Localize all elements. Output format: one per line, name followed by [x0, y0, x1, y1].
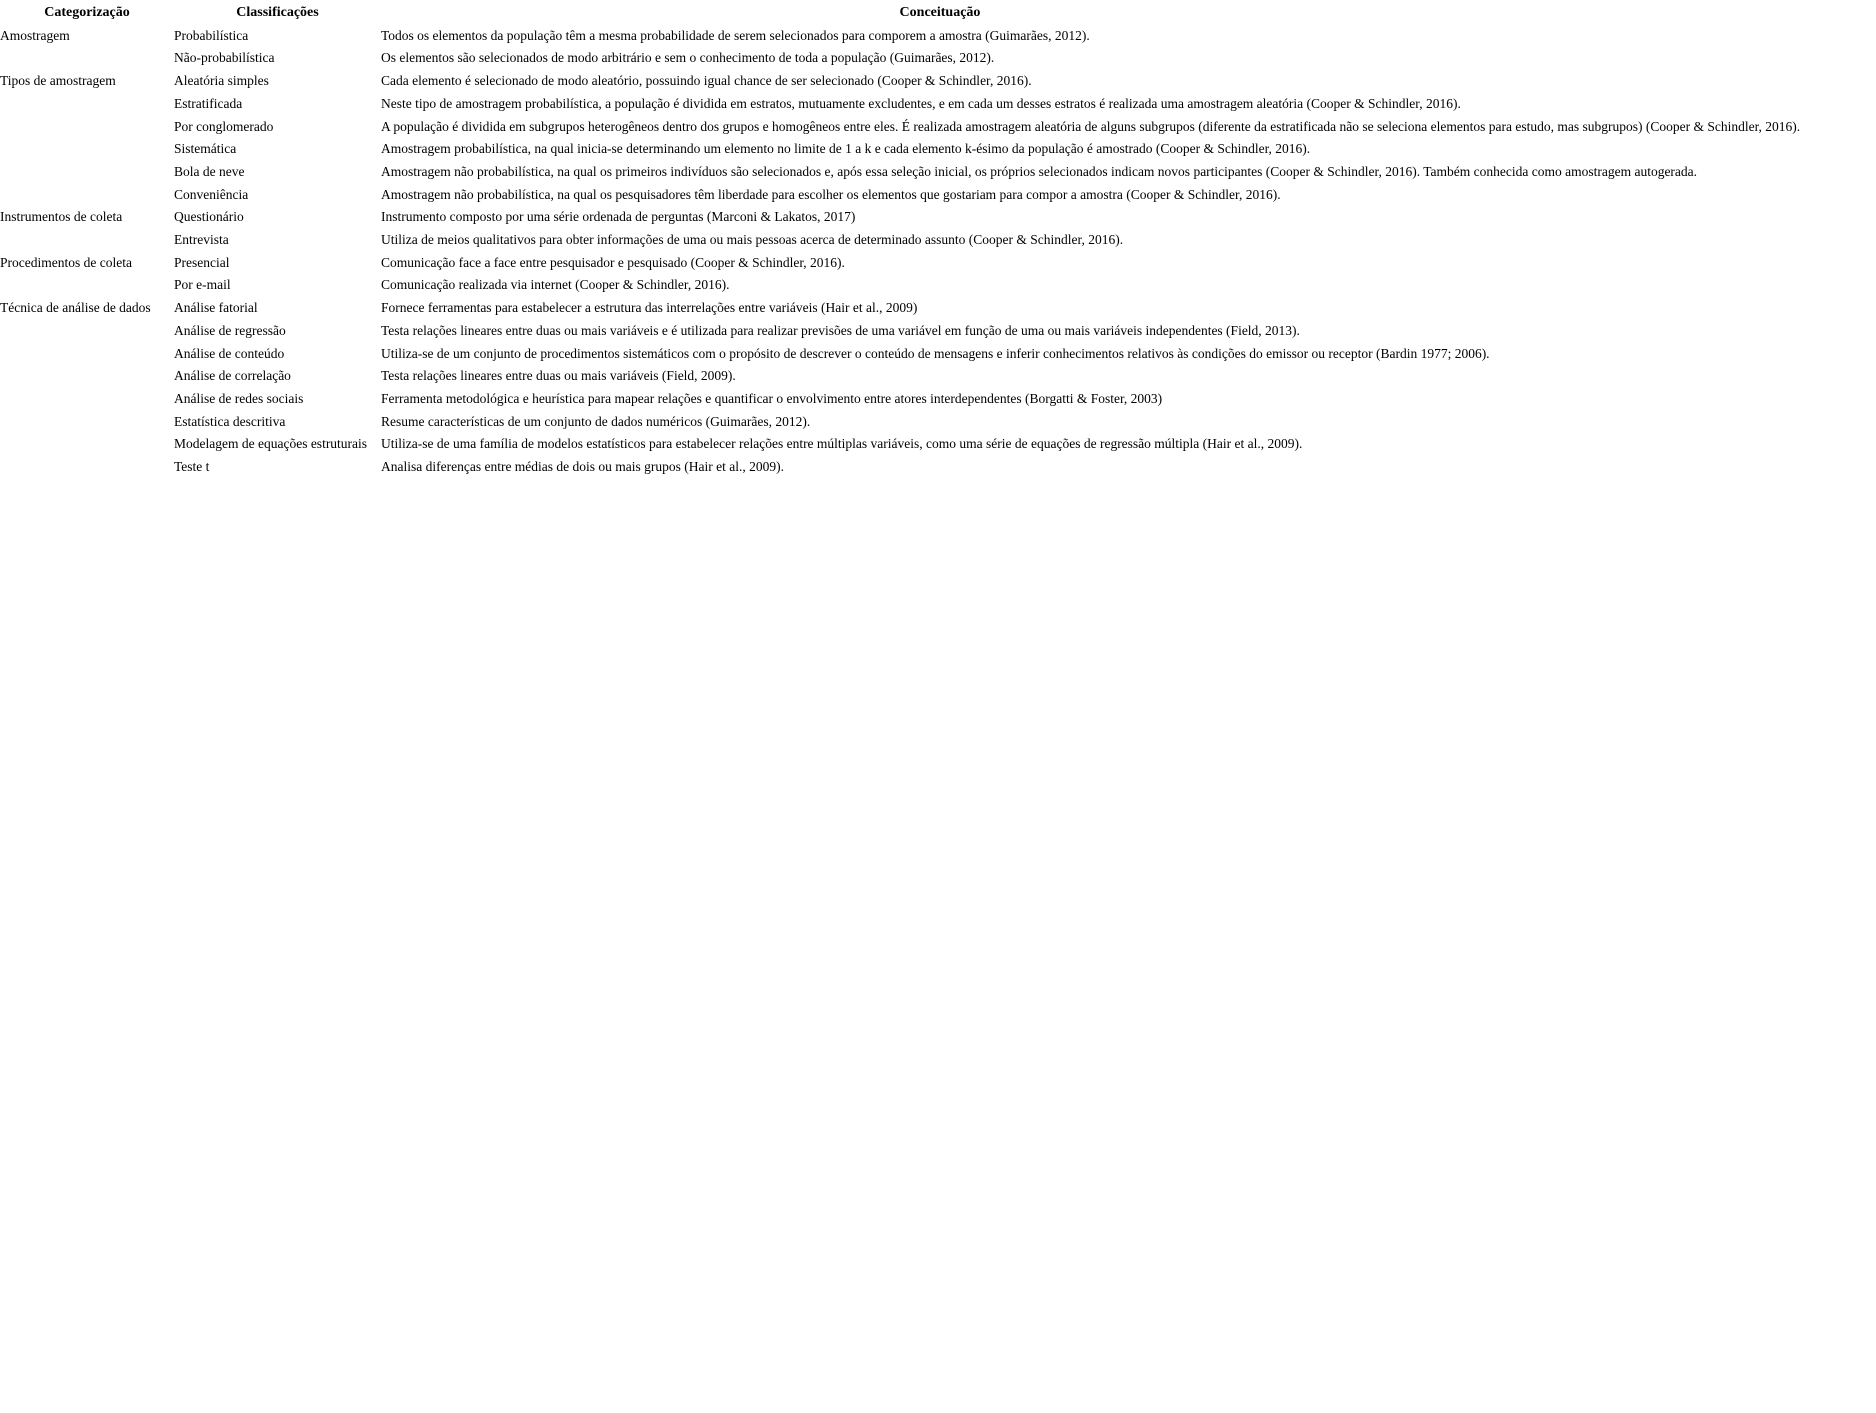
- table-row: [0, 252, 1499, 275]
- cell-classificacao: Análise de conteúdo: [174, 345, 285, 361]
- cell-categorizacao: Técnica de análise de dados: [0, 300, 151, 316]
- cell-conceituacao: Utiliza de meios qualitativos para obter informações de uma ou mais pessoas acerca de determinado assunto (Cooper & Schindler, 2016).: [381, 232, 1124, 248]
- table-row: [0, 320, 1499, 343]
- cell-classificacao: Por conglomerado: [174, 118, 274, 134]
- cell-conceituacao: Todos os elementos da população têm a mesma probabilidade de serem selecionados para comporem a amostra (Guimarães, 2012).: [381, 27, 1090, 43]
- cell-conceituacao: Ferramenta metodológica e heurística para mapear relações e quantificar o envolvimento entre atores interdependentes (Borgatti & Foster, 2003): [381, 390, 1163, 406]
- cell-conceituacao: Resume características de um conjunto de dados numéricos (Guimarães, 2012).: [381, 413, 811, 429]
- cell-categorizacao: [0, 433, 174, 456]
- cell-classificacao: Análise de redes sociais: [174, 390, 304, 406]
- cell-classificacao: Questionário: [174, 209, 244, 225]
- cell-conceituacao: Instrumento composto por uma série ordenada de perguntas (Marconi & Lakatos, 2017): [381, 209, 856, 225]
- cell-conceituacao: Utiliza-se de um conjunto de procedimentos sistemáticos com o propósito de descrever o conteúdo de mensagens e inferir conhecimentos relativos às condições do emissor ou receptor (Bardin 1977; 2006).: [381, 345, 1490, 361]
- cell-classificacao: Entrevista: [174, 232, 229, 248]
- cell-classificacao: Não-probabilística: [174, 50, 275, 66]
- table-row: [0, 297, 1499, 320]
- cell-categorizacao: [0, 184, 174, 207]
- cell-classificacao: Análise fatorial: [174, 300, 258, 316]
- table-row: [0, 47, 1499, 70]
- table-row: [0, 206, 1499, 229]
- cell-conceituacao: Amostragem não probabilística, na qual os primeiros indivíduos são selecionados e, após essa seleção inicial, os próprios selecionados indicam novos participantes (Cooper & Schindler, 2016). Também conhecida como amostragem autogerada.: [381, 163, 1698, 179]
- cell-classificacao: Modelagem de equações estruturais: [174, 436, 368, 452]
- col-header-categorizacao: Categorização: [44, 5, 130, 20]
- cell-categorizacao: [0, 365, 174, 388]
- methodology-table: [0, 2, 1801, 479]
- cell-classificacao: Conveniência: [174, 186, 249, 202]
- page: [0, 2, 1876, 1413]
- table-row: [0, 70, 1499, 93]
- cell-categorizacao: [0, 274, 174, 297]
- table-row: [0, 411, 1499, 434]
- table-row: [0, 25, 1499, 48]
- cell-categorizacao: [0, 138, 174, 161]
- cell-conceituacao: Comunicação face a face entre pesquisador e pesquisado (Cooper & Schindler, 2016).: [381, 254, 845, 270]
- cell-categorizacao: [0, 343, 174, 366]
- cell-conceituacao: Analisa diferenças entre médias de dois ou mais grupos (Hair et al., 2009).: [381, 459, 785, 475]
- cell-conceituacao: Utiliza-se de uma família de modelos estatísticos para estabelecer relações entre múltiplas variáveis, como uma série de equações de regressão múltipla (Hair et al., 2009).: [381, 436, 1303, 452]
- cell-categorizacao: Tipos de amostragem: [0, 73, 116, 89]
- cell-categorizacao: [0, 161, 174, 184]
- cell-categorizacao: Amostragem: [0, 27, 70, 43]
- table-row: [0, 161, 1499, 184]
- cell-classificacao: Análise de correlação: [174, 368, 291, 384]
- table-row: [0, 229, 1499, 252]
- cell-classificacao: Teste t: [174, 459, 210, 475]
- cell-categorizacao: [0, 456, 174, 479]
- cell-conceituacao: Amostragem não probabilística, na qual os pesquisadores têm liberdade para escolher os elementos que gostariam para compor a amostra (Cooper & Schindler, 2016).: [381, 186, 1281, 202]
- cell-classificacao: Estatística descritiva: [174, 413, 286, 429]
- cell-conceituacao: Cada elemento é selecionado de modo aleatório, possuindo igual chance de ser selecionado (Cooper & Schindler, 2016).: [381, 73, 1032, 89]
- cell-categorizacao: [0, 411, 174, 434]
- cell-classificacao: Sistemática: [174, 141, 237, 157]
- cell-conceituacao: Testa relações lineares entre duas ou mais variáveis e é utilizada para realizar previsões de uma variável em função de uma ou mais variáveis independentes (Field, 2013).: [381, 322, 1300, 338]
- cell-categorizacao: Procedimentos de coleta: [0, 254, 132, 270]
- table-row: [0, 184, 1499, 207]
- cell-conceituacao: Comunicação realizada via internet (Cooper & Schindler, 2016).: [381, 277, 730, 293]
- cell-categorizacao: [0, 229, 174, 252]
- cell-classificacao: Presencial: [174, 254, 230, 270]
- table-header-row: [0, 2, 1499, 25]
- table-row: [0, 433, 1499, 456]
- cell-categorizacao: [0, 388, 174, 411]
- cell-classificacao: Bola de neve: [174, 163, 245, 179]
- cell-conceituacao: Neste tipo de amostragem probabilística, a população é dividida em estratos, mutuamente excludentes, e em cada um desses estratos é realizada uma amostragem aleatória (Cooper & Schindler, 2016).: [381, 95, 1461, 111]
- table-row: [0, 456, 1499, 479]
- cell-conceituacao: Os elementos são selecionados de modo arbitrário e sem o conhecimento de toda a população (Guimarães, 2012).: [381, 50, 995, 66]
- cell-categorizacao: [0, 320, 174, 343]
- cell-conceituacao: Fornece ferramentas para estabelecer a estrutura das interrelações entre variáveis (Hair et al., 2009): [381, 300, 918, 316]
- table-row: [0, 343, 1499, 366]
- cell-categorizacao: [0, 47, 174, 70]
- table-body: [0, 25, 1801, 479]
- table-row: [0, 365, 1499, 388]
- col-header-classificacoes: Classificações: [236, 5, 319, 20]
- table-row: [0, 388, 1499, 411]
- cell-classificacao: Aleatória simples: [174, 73, 269, 89]
- table-row: [0, 116, 1499, 139]
- cell-classificacao: Probabilística: [174, 27, 249, 43]
- col-header-conceituacao: Conceituação: [899, 5, 981, 20]
- cell-conceituacao: A população é dividida em subgrupos heterogêneos dentro dos grupos e homogêneos entre eles. É realizada amostragem aleatória de alguns subgrupos (diferente da estratificada não se seleciona elementos para estudo, mas subgrupos) (Cooper & Schindler, 2016).: [381, 118, 1801, 134]
- table-row: [0, 138, 1499, 161]
- cell-classificacao: Análise de regressão: [174, 322, 286, 338]
- cell-classificacao: Por e-mail: [174, 277, 231, 293]
- cell-categorizacao: [0, 116, 174, 139]
- cell-conceituacao: Testa relações lineares entre duas ou mais variáveis (Field, 2009).: [381, 368, 736, 384]
- table-row: [0, 274, 1499, 297]
- cell-conceituacao: Amostragem probabilística, na qual inicia-se determinando um elemento no limite de 1 a k e cada elemento k-ésimo da população é amostrado (Cooper & Schindler, 2016).: [381, 141, 1311, 157]
- cell-categorizacao: [0, 93, 174, 116]
- table-head: [0, 2, 1499, 25]
- cell-categorizacao: Instrumentos de coleta: [0, 209, 123, 225]
- cell-classificacao: Estratificada: [174, 95, 243, 111]
- table-row: [0, 93, 1499, 116]
